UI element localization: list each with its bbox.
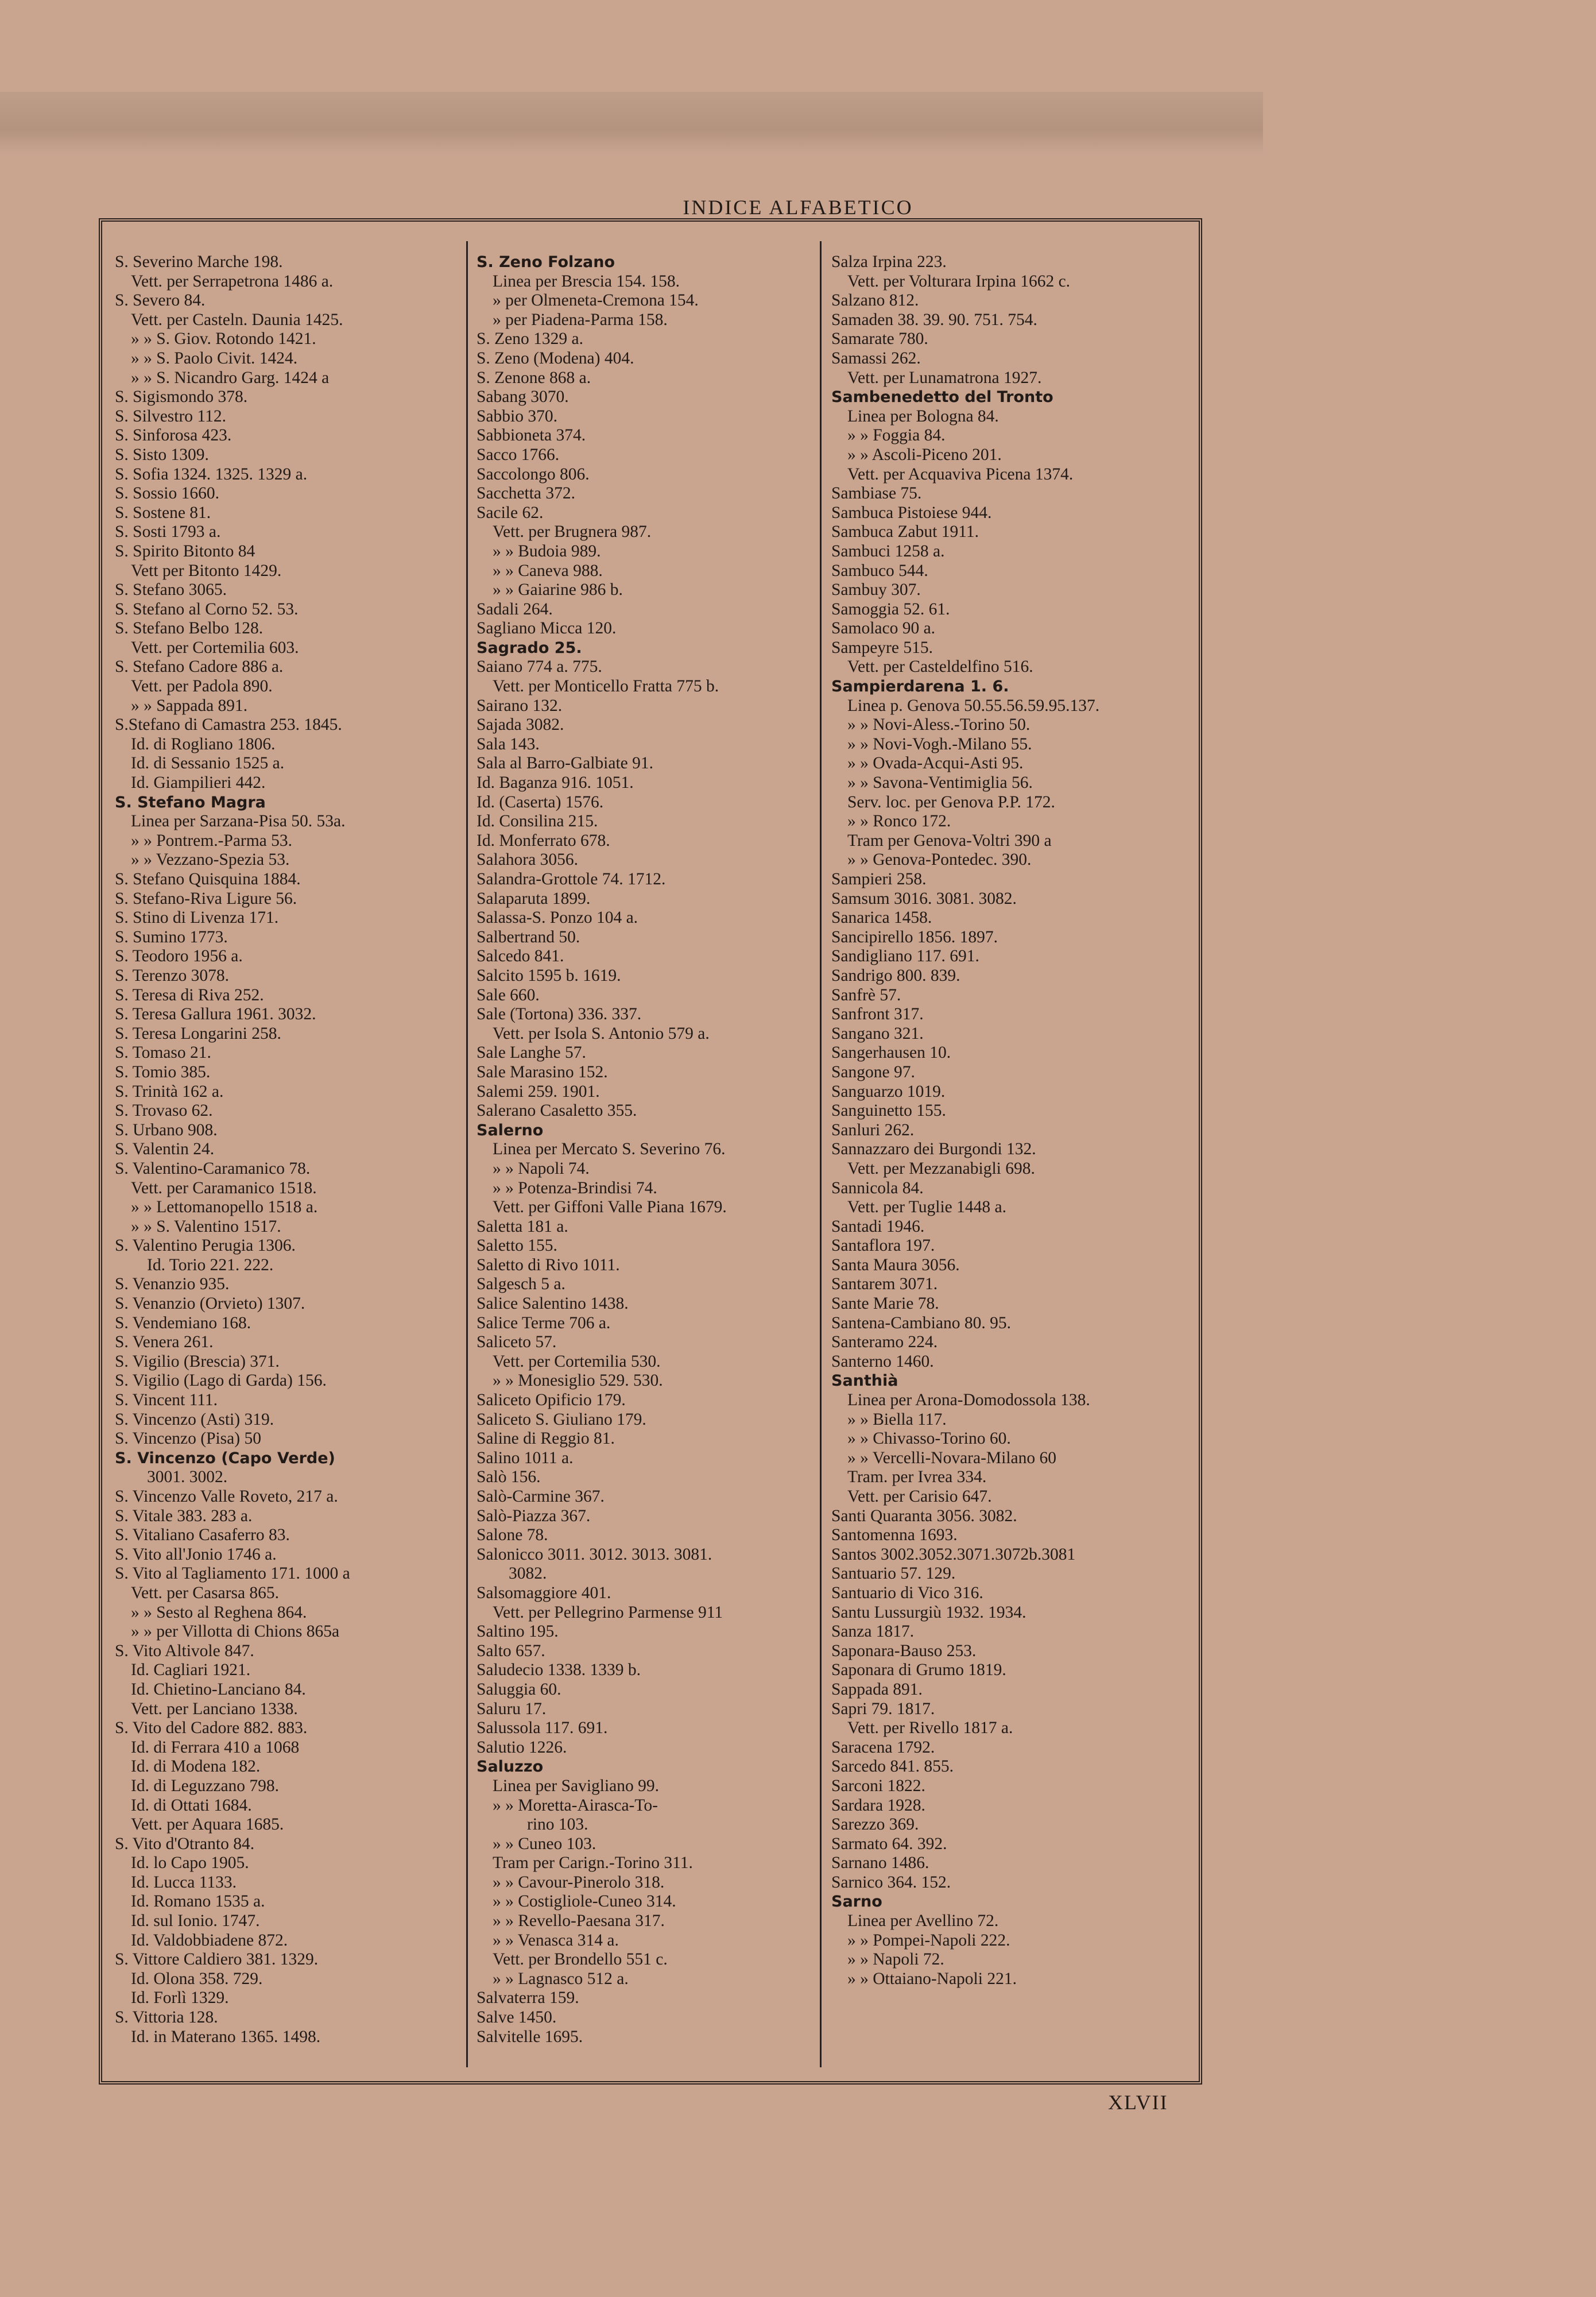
index-entry: Santeramo 224. xyxy=(831,1333,938,1352)
index-entry: Saludecio 1338. 1339 b. xyxy=(477,1661,641,1680)
index-entry: Sagliano Micca 120. xyxy=(477,619,617,638)
index-entry: Saliceto 57. xyxy=(477,1333,557,1352)
index-entry: Sala 143. xyxy=(477,734,540,753)
index-entry: Id. Romano 1535 a. xyxy=(131,1892,265,1911)
index-entry: Id. Valdobbiadene 872. xyxy=(131,1931,288,1950)
index-entry: Samolaco 90 a. xyxy=(831,619,936,638)
index-entry: Sajada 3082. xyxy=(477,716,564,734)
index-entry: Salcedo 841. xyxy=(477,947,564,966)
index-entry: S. Vito al Tagliamento 171. 1000 a xyxy=(115,1564,350,1583)
index-entry: Vett per Bitonto 1429. xyxy=(131,561,282,580)
index-entry: rino 103. xyxy=(527,1815,588,1834)
index-entry: Sarnico 364. 152. xyxy=(831,1873,951,1892)
column-divider xyxy=(466,241,468,2067)
index-entry: Vett. per Casarsa 865. xyxy=(131,1583,280,1602)
index-entry: S. Terenzo 3078. xyxy=(115,966,229,985)
index-entry: Samsum 3016. 3081. 3082. xyxy=(831,889,1017,908)
index-entry: S. Vincenzo (Pisa) 50 xyxy=(115,1429,261,1448)
index-entry: Id. di Modena 182. xyxy=(131,1757,261,1776)
index-entry: Vett. per Brugnera 987. xyxy=(493,523,652,542)
index-entry: Samassi 262. xyxy=(831,349,921,368)
index-entry: Sale 660. xyxy=(477,985,540,1004)
index-column-2 xyxy=(477,253,827,2062)
index-entry: S.Stefano di Camastra 253. 1845. xyxy=(115,716,342,734)
index-entry: Santarem 3071. xyxy=(831,1275,938,1294)
index-entry: Sambuci 1258 a. xyxy=(831,542,945,560)
index-entry: S. Stefano Cadore 886 a. xyxy=(115,658,284,676)
index-entry: Serv. loc. per Genova P.P. 172. xyxy=(847,792,1055,811)
index-entry: Salutio 1226. xyxy=(477,1738,567,1757)
index-entry: Sarmato 64. 392. xyxy=(831,1834,947,1853)
index-entry: S. Vito del Cadore 882. 883. xyxy=(115,1719,308,1738)
index-entry: » » Napoli 72. xyxy=(847,1950,944,1969)
index-entry: Id. (Caserta) 1576. xyxy=(477,792,604,811)
index-entry: Salzano 812. xyxy=(831,291,919,310)
index-entry: S. Vigilio (Lago di Garda) 156. xyxy=(115,1371,327,1390)
index-entry: » » Sappada 891. xyxy=(131,696,248,715)
index-heading: Sambenedetto del Tronto xyxy=(831,388,1053,407)
index-entry: Salvitelle 1695. xyxy=(477,2027,583,2046)
index-entry: Id. di Ottati 1684. xyxy=(131,1796,252,1815)
index-entry: Sarcedo 841. 855. xyxy=(831,1757,954,1776)
index-entry: Id. Forlì 1329. xyxy=(131,1989,229,2008)
index-entry: Linea p. Genova 50.55.56.59.95.137. xyxy=(847,696,1100,715)
index-entry: Saliceto S. Giuliano 179. xyxy=(477,1410,646,1429)
index-entry: Salussola 117. 691. xyxy=(477,1719,608,1738)
index-entry: S. Teresa di Riva 252. xyxy=(115,985,264,1004)
index-entry: » » Pontrem.-Parma 53. xyxy=(131,831,293,850)
index-entry: Vett. per Carisio 647. xyxy=(847,1487,992,1506)
index-entry: S. Vittore Caldiero 381. 1329. xyxy=(115,1950,319,1969)
index-entry: S. Venanzio 935. xyxy=(115,1275,230,1294)
index-entry: » » Savona-Ventimiglia 56. xyxy=(847,774,1033,792)
index-entry: Salice Terme 706 a. xyxy=(477,1313,611,1332)
index-entry: » » Cuneo 103. xyxy=(493,1834,596,1853)
index-entry: Santuario di Vico 316. xyxy=(831,1583,983,1602)
index-entry: Sambuca Zabut 1911. xyxy=(831,523,979,542)
index-entry: Vett. per Cortemilia 530. xyxy=(493,1352,661,1371)
index-entry: Santadi 1946. xyxy=(831,1217,925,1236)
index-entry: Id. Torio 221. 222. xyxy=(147,1255,274,1274)
index-heading: S. Vincenzo (Capo Verde) xyxy=(115,1449,335,1467)
index-entry: » » Gaiarine 986 b. xyxy=(493,581,623,600)
index-entry: Salahora 3056. xyxy=(477,850,578,869)
index-entry: Sangone 97. xyxy=(831,1062,915,1081)
index-entry: Salone 78. xyxy=(477,1526,548,1545)
index-entry: S. Vendemiano 168. xyxy=(115,1313,251,1332)
index-entry: Linea per Bologna 84. xyxy=(847,407,999,426)
index-entry: S. Venanzio (Orvieto) 1307. xyxy=(115,1294,305,1313)
index-entry: Sabbio 370. xyxy=(477,407,557,426)
index-entry: Sangano 321. xyxy=(831,1024,924,1043)
index-entry: Vett. per Rivello 1817 a. xyxy=(847,1719,1013,1738)
index-entry: S. Vincenzo Valle Roveto, 217 a. xyxy=(115,1487,338,1506)
index-entry: S. Teresa Gallura 1961. 3032. xyxy=(115,1005,316,1024)
index-entry: Id. Baganza 916. 1051. xyxy=(477,774,634,792)
index-entry: » » Ottaiano-Napoli 221. xyxy=(847,1969,1017,1988)
index-entry: Vett. per Cortemilia 603. xyxy=(131,638,299,657)
index-entry: S. Sostene 81. xyxy=(115,503,211,522)
index-entry: » » Budoia 989. xyxy=(493,542,601,560)
index-entry: Santena-Cambiano 80. 95. xyxy=(831,1313,1011,1332)
index-entry: Vett. per Casteln. Daunia 1425. xyxy=(131,310,343,329)
index-entry: Tram. per Ivrea 334. xyxy=(847,1468,987,1487)
index-entry: Vett. per Casteldelfino 516. xyxy=(847,658,1033,676)
index-entry: » » Moretta-Airasca-To- xyxy=(493,1796,658,1815)
index-entry: S. Stefano-Riva Ligure 56. xyxy=(115,889,297,908)
index-entry: S. Vigilio (Brescia) 371. xyxy=(115,1352,280,1371)
index-entry: Sabbioneta 374. xyxy=(477,426,586,445)
index-column-3 xyxy=(831,253,1181,2062)
index-entry: » » Ronco 172. xyxy=(847,812,951,831)
index-entry: Samoggia 52. 61. xyxy=(831,600,950,618)
index-entry: Sangerhausen 10. xyxy=(831,1043,951,1062)
index-entry: Id. Olona 358. 729. xyxy=(131,1969,263,1988)
index-entry: Santu Lussurgiù 1932. 1934. xyxy=(831,1603,1026,1622)
index-entry: » » Napoli 74. xyxy=(493,1159,590,1178)
index-entry: S. Sigismondo 378. xyxy=(115,388,248,407)
index-entry: Vett. per Tuglie 1448 a. xyxy=(847,1198,1006,1217)
index-entry: Vett. per Pellegrino Parmense 911 xyxy=(493,1603,723,1622)
index-entry: » » Genova-Pontedec. 390. xyxy=(847,850,1032,869)
index-entry: Salò-Piazza 367. xyxy=(477,1506,591,1525)
index-entry: 3082. xyxy=(509,1564,547,1583)
index-entry: Id. di Rogliano 1806. xyxy=(131,734,276,753)
page-title: INDICE ALFABETICO xyxy=(683,196,913,219)
index-entry: Id. Giampilieri 442. xyxy=(131,774,266,792)
index-entry: Tram per Carign.-Torino 311. xyxy=(493,1854,693,1873)
index-entry: Sanarica 1458. xyxy=(831,908,932,927)
index-entry: Sale Marasino 152. xyxy=(477,1062,608,1081)
index-entry: S. Vitaliano Casaferro 83. xyxy=(115,1526,290,1545)
index-entry: Salò-Carmine 367. xyxy=(477,1487,605,1506)
index-heading: Salerno xyxy=(477,1121,544,1139)
index-entry: Sacile 62. xyxy=(477,503,544,522)
index-entry: » per Piadena-Parma 158. xyxy=(493,310,668,329)
index-entry: Vett. per Volturara Irpina 1662 c. xyxy=(847,272,1071,291)
index-entry: Vett. per Padola 890. xyxy=(131,677,273,696)
index-entry: Id. Monferrato 678. xyxy=(477,831,610,850)
index-entry: Id. di Sessanio 1525 a. xyxy=(131,754,285,773)
index-entry: Linea per Sarzana-Pisa 50. 53a. xyxy=(131,812,346,831)
index-entry: Salza Irpina 223. xyxy=(831,253,947,271)
index-entry: » » Novi-Aless.-Torino 50. xyxy=(847,716,1031,734)
index-entry: S. Sossio 1660. xyxy=(115,484,219,503)
index-entry: Vett. per Giffoni Valle Piana 1679. xyxy=(493,1198,727,1217)
index-entry: S. Vito d'Otranto 84. xyxy=(115,1834,255,1853)
index-heading: S. Stefano Magra xyxy=(115,793,266,811)
index-entry: Saiano 774 a. 775. xyxy=(477,658,602,676)
index-entry: S. Valentin 24. xyxy=(115,1140,215,1159)
index-entry: S. Trinità 162 a. xyxy=(115,1082,224,1101)
index-entry: Sarnano 1486. xyxy=(831,1854,929,1873)
index-entry: » » Ovada-Acqui-Asti 95. xyxy=(847,754,1024,773)
index-entry: Linea per Arona-Domodossola 138. xyxy=(847,1391,1090,1410)
index-entry: Vett. per Lunamatrona 1927. xyxy=(847,368,1042,387)
index-entry: Saltino 195. xyxy=(477,1622,559,1641)
index-entry: » » Venasca 314 a. xyxy=(493,1931,619,1950)
index-entry: » » Chivasso-Torino 60. xyxy=(847,1429,1011,1448)
index-entry: S. Sisto 1309. xyxy=(115,445,209,464)
index-entry: Id. in Materano 1365. 1498. xyxy=(131,2027,321,2046)
index-entry: Sante Marie 78. xyxy=(831,1294,939,1313)
index-entry: Vett. per Aquara 1685. xyxy=(131,1815,284,1834)
index-entry: Sancipirello 1856. 1897. xyxy=(831,927,998,946)
index-entry: Santaflora 197. xyxy=(831,1236,935,1255)
index-entry: » » Foggia 84. xyxy=(847,426,946,445)
index-entry: Sarconi 1822. xyxy=(831,1776,925,1795)
index-entry: Sandrigo 800. 839. xyxy=(831,966,960,985)
index-entry: S. Teresa Longarini 258. xyxy=(115,1024,281,1043)
index-entry: S. Stefano Quisquina 1884. xyxy=(115,870,301,888)
index-entry: Id. lo Capo 1905. xyxy=(131,1854,249,1873)
index-entry: » » Revello-Paesana 317. xyxy=(493,1912,665,1931)
index-column-1 xyxy=(115,253,465,2062)
index-entry: Salaparuta 1899. xyxy=(477,889,591,908)
index-entry: Id. Chietino-Lanciano 84. xyxy=(131,1680,306,1699)
index-entry: Vett. per Brondello 551 c. xyxy=(493,1950,668,1969)
index-entry: Saletto di Rivo 1011. xyxy=(477,1255,620,1274)
index-entry: Sale (Tortona) 336. 337. xyxy=(477,1005,642,1024)
index-entry: Sanguinetto 155. xyxy=(831,1101,946,1120)
index-entry: Samaden 38. 39. 90. 751. 754. xyxy=(831,310,1037,329)
index-entry: Saliceto Opificio 179. xyxy=(477,1391,626,1410)
index-entry: Saluggia 60. xyxy=(477,1680,561,1699)
index-entry: » » Caneva 988. xyxy=(493,561,603,580)
index-entry: S. Vito all'Jonio 1746 a. xyxy=(115,1545,277,1564)
index-entry: Id. di Ferrara 410 a 1068 xyxy=(131,1738,300,1757)
index-entry: Santuario 57. 129. xyxy=(831,1564,956,1583)
index-entry: Salandra-Grottole 74. 1712. xyxy=(477,870,666,888)
index-entry: Salassa-S. Ponzo 104 a. xyxy=(477,908,638,927)
index-entry: S. Tomio 385. xyxy=(115,1062,211,1081)
index-entry: S. Vito Altivole 847. xyxy=(115,1641,254,1660)
index-entry: Santi Quaranta 3056. 3082. xyxy=(831,1506,1017,1525)
index-entry: Sanza 1817. xyxy=(831,1622,915,1641)
index-entry: Sanguarzo 1019. xyxy=(831,1082,946,1101)
index-entry: Vett. per Mezzanabigli 698. xyxy=(847,1159,1035,1178)
index-entry: » » Costigliole-Cuneo 314. xyxy=(493,1892,676,1911)
index-entry: Sacchetta 372. xyxy=(477,484,576,503)
index-entry: Linea per Avellino 72. xyxy=(847,1912,999,1931)
index-entry: Sannicola 84. xyxy=(831,1178,924,1197)
index-entry: S. Stefano Belbo 128. xyxy=(115,619,264,638)
index-entry: » » S. Valentino 1517. xyxy=(131,1217,281,1236)
index-entry: » » Lagnasco 512 a. xyxy=(493,1969,629,1988)
index-entry: S. Severino Marche 198. xyxy=(115,253,283,271)
index-entry: Sale Langhe 57. xyxy=(477,1043,586,1062)
index-entry: S. Vitale 383. 283 a. xyxy=(115,1506,253,1525)
index-entry: Sala al Barro-Galbiate 91. xyxy=(477,754,653,773)
index-entry: Salino 1011 a. xyxy=(477,1448,574,1467)
index-entry: Sambiase 75. xyxy=(831,484,922,503)
index-entry: S. Urbano 908. xyxy=(115,1120,218,1139)
index-entry: S. Valentino-Caramanico 78. xyxy=(115,1159,311,1178)
index-entry: Sardara 1928. xyxy=(831,1796,925,1815)
index-entry: » » S. Paolo Civit. 1424. xyxy=(131,349,298,368)
index-entry: » » Lettomanopello 1518 a. xyxy=(131,1198,318,1217)
index-entry: » » Biella 117. xyxy=(847,1410,947,1429)
index-entry: S. Venera 261. xyxy=(115,1333,214,1352)
index-entry: S. Silvestro 112. xyxy=(115,407,226,426)
index-entry: S. Vittoria 128. xyxy=(115,2008,218,2027)
index-entry: Id. Cagliari 1921. xyxy=(131,1661,251,1680)
index-entry: » » S. Giov. Rotondo 1421. xyxy=(131,330,316,349)
index-entry: S. Spirito Bitonto 84 xyxy=(115,542,255,560)
index-entry: 3001. 3002. xyxy=(147,1468,228,1487)
index-entry: » » Monesiglio 529. 530. xyxy=(493,1371,663,1390)
index-entry: Tram per Genova-Voltri 390 a xyxy=(847,831,1052,850)
index-entry: Saluru 17. xyxy=(477,1699,547,1718)
index-entry: S. Teodoro 1956 a. xyxy=(115,947,243,966)
index-entry: Salvaterra 159. xyxy=(477,1989,579,2008)
index-entry: Sadali 264. xyxy=(477,600,553,618)
index-entry: S. Sofia 1324. 1325. 1329 a. xyxy=(115,465,308,484)
index-entry: Sacco 1766. xyxy=(477,445,560,464)
index-entry: Saponara di Grumo 1819. xyxy=(831,1661,1006,1680)
index-entry: Sapri 79. 1817. xyxy=(831,1699,935,1718)
index-entry: Sambuy 307. xyxy=(831,581,921,600)
index-entry: Sambuco 544. xyxy=(831,561,928,580)
index-entry: S. Stefano al Corno 52. 53. xyxy=(115,600,299,618)
index-entry: Linea per Brescia 154. 158. xyxy=(493,272,680,291)
index-entry: Id. sul Ionio. 1747. xyxy=(131,1912,260,1931)
index-entry: S. Zenone 868 a. xyxy=(477,368,591,387)
page-number: XLVII xyxy=(1108,2091,1168,2114)
index-entry: Samarate 780. xyxy=(831,330,928,349)
scan-shadow xyxy=(0,92,1263,155)
index-entry: Sanfront 317. xyxy=(831,1005,924,1024)
index-heading: Sampierdarena 1. 6. xyxy=(831,678,1009,696)
index-entry: Santos 3002.3052.3071.3072b.3081 xyxy=(831,1545,1076,1564)
index-entry: Linea per Savigliano 99. xyxy=(493,1776,660,1795)
index-entry: Sappada 891. xyxy=(831,1680,923,1699)
index-entry: Salbertrand 50. xyxy=(477,927,580,946)
index-entry: S. Stino di Livenza 171. xyxy=(115,908,279,927)
index-entry: » » Vezzano-Spezia 53. xyxy=(131,850,290,869)
index-entry: Linea per Mercato S. Severino 76. xyxy=(493,1140,726,1159)
index-entry: » » S. Nicandro Garg. 1424 a xyxy=(131,368,330,387)
index-entry: » » Ascoli-Piceno 201. xyxy=(847,445,1002,464)
index-entry: Saccolongo 806. xyxy=(477,465,590,484)
index-entry: Salemi 259. 1901. xyxy=(477,1082,600,1101)
index-entry: Id. Consilina 215. xyxy=(477,812,598,831)
index-heading: Santhià xyxy=(831,1372,898,1390)
index-entry: » » per Villotta di Chions 865a xyxy=(131,1622,340,1641)
index-entry: » per Olmeneta-Cremona 154. xyxy=(493,291,699,310)
index-entry: S. Sinforosa 423. xyxy=(115,426,232,445)
index-entry: Sairano 132. xyxy=(477,696,563,715)
index-entry: Sandigliano 117. 691. xyxy=(831,947,979,966)
index-entry: Vett. per Monticello Fratta 775 b. xyxy=(493,677,719,696)
index-entry: S. Tomaso 21. xyxy=(115,1043,211,1062)
index-entry: S. Zeno 1329 a. xyxy=(477,330,583,349)
index-entry: Sarezzo 369. xyxy=(831,1815,919,1834)
index-entry: Salto 657. xyxy=(477,1641,545,1660)
index-entry: Santa Maura 3056. xyxy=(831,1255,960,1274)
index-entry: S. Stefano 3065. xyxy=(115,581,227,600)
index-entry: Sampeyre 515. xyxy=(831,638,933,657)
index-entry: » » Cavour-Pinerolo 318. xyxy=(493,1873,665,1892)
index-entry: » » Pompei-Napoli 222. xyxy=(847,1931,1010,1950)
index-entry: Salve 1450. xyxy=(477,2008,557,2027)
index-entry: Sanfrè 57. xyxy=(831,985,901,1004)
index-entry: » » Sesto al Reghena 864. xyxy=(131,1603,307,1622)
index-entry: Vett. per Acquaviva Picena 1374. xyxy=(847,465,1074,484)
index-entry: Salcito 1595 b. 1619. xyxy=(477,966,621,985)
index-entry: S. Vincent 111. xyxy=(115,1391,218,1410)
index-entry: Vett. per Lanciano 1338. xyxy=(131,1699,298,1718)
index-entry: Vett. per Caramanico 1518. xyxy=(131,1178,317,1197)
index-entry: S. Zeno (Modena) 404. xyxy=(477,349,634,368)
index-entry: Santomenna 1693. xyxy=(831,1526,958,1545)
index-entry: Salonicco 3011. 3012. 3013. 3081. xyxy=(477,1545,712,1564)
index-entry: Id. Lucca 1133. xyxy=(131,1873,237,1892)
index-entry: Sanluri 262. xyxy=(831,1120,915,1139)
index-entry: Salò 156. xyxy=(477,1468,541,1487)
index-entry: Salsomaggiore 401. xyxy=(477,1583,611,1602)
index-entry: Sambuca Pistoiese 944. xyxy=(831,503,992,522)
index-entry: S. Sumino 1773. xyxy=(115,927,228,946)
index-heading: Sarno xyxy=(831,1893,882,1911)
index-entry: » » Potenza-Brindisi 74. xyxy=(493,1178,657,1197)
index-entry: Sannazzaro dei Burgondi 132. xyxy=(831,1140,1036,1159)
index-entry: Salerano Casaletto 355. xyxy=(477,1101,637,1120)
index-entry: S. Severo 84. xyxy=(115,291,206,310)
index-entry: Salice Salentino 1438. xyxy=(477,1294,629,1313)
index-entry: S. Vincenzo (Asti) 319. xyxy=(115,1410,274,1429)
index-entry: Saletta 181 a. xyxy=(477,1217,568,1236)
index-entry: Saletto 155. xyxy=(477,1236,557,1255)
index-entry: S. Sosti 1793 a. xyxy=(115,523,221,542)
index-entry: Sampieri 258. xyxy=(831,870,927,888)
index-heading: S. Zeno Folzano xyxy=(477,253,615,271)
index-entry: Salgesch 5 a. xyxy=(477,1275,565,1294)
index-heading: Sagrado 25. xyxy=(477,639,582,657)
index-entry: S. Valentino Perugia 1306. xyxy=(115,1236,296,1255)
index-entry: S. Trovaso 62. xyxy=(115,1101,213,1120)
index-entry: Id. di Leguzzano 798. xyxy=(131,1776,280,1795)
index-heading: Saluzzo xyxy=(477,1758,544,1776)
index-entry: Saponara-Bauso 253. xyxy=(831,1641,977,1660)
index-entry: » » Vercelli-Novara-Milano 60 xyxy=(847,1448,1056,1467)
index-entry: Saracena 1792. xyxy=(831,1738,935,1757)
index-entry: Santerno 1460. xyxy=(831,1352,934,1371)
index-entry: Saline di Reggio 81. xyxy=(477,1429,615,1448)
index-entry: Vett. per Serrapetrona 1486 a. xyxy=(131,272,334,291)
index-entry: Vett. per Isola S. Antonio 579 a. xyxy=(493,1024,710,1043)
index-entry: Sabang 3070. xyxy=(477,388,569,407)
index-entry: » » Novi-Vogh.-Milano 55. xyxy=(847,734,1032,753)
